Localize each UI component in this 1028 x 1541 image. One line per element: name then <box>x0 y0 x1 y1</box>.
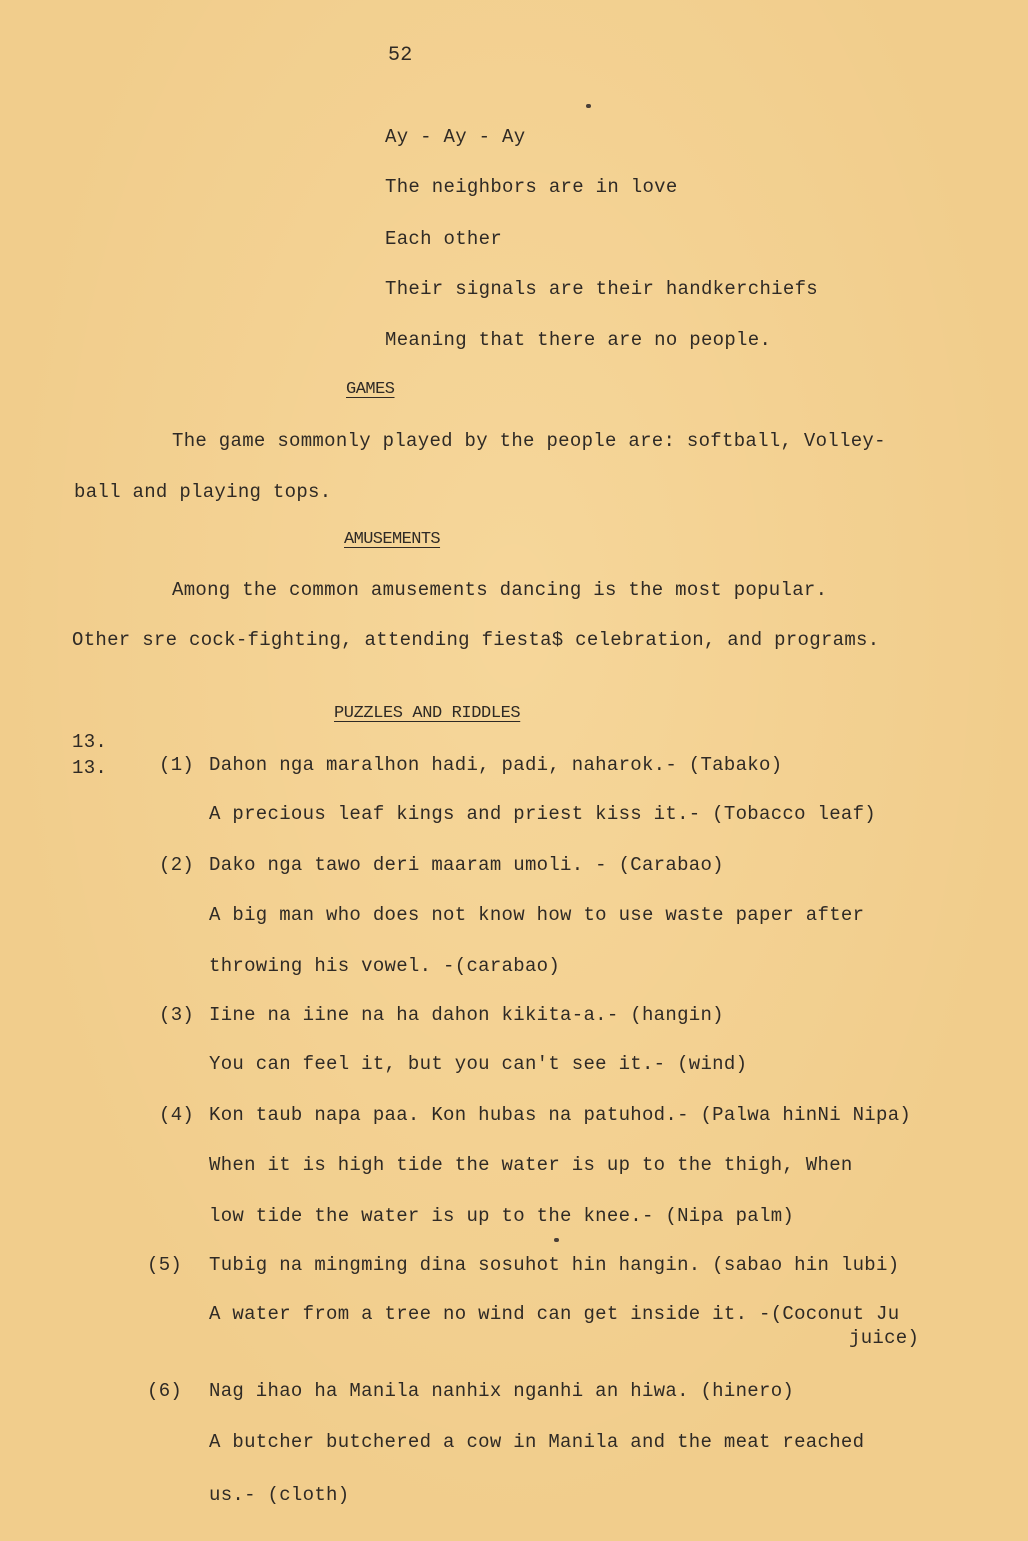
riddle-native-text: Nag ihao ha Manila nanhix nganhi an hiwa. (hinero) <box>209 1380 795 1402</box>
riddle-native-text: Tubig na mingming dina sosuhot hin hangin. (sabao hin lubi) <box>209 1254 900 1276</box>
riddle-number: (4) <box>159 1104 195 1126</box>
riddle-english-text: You can feel it, but you can't see it.- (wind) <box>209 1053 748 1075</box>
section-number: 13. <box>72 757 108 779</box>
poem-line: Each other <box>385 228 503 250</box>
riddle-number: (5) <box>147 1254 183 1276</box>
riddle-english-text: low tide the water is up to the knee.- (Nipa palm) <box>209 1205 795 1227</box>
riddle-english-text: juice) <box>849 1327 920 1349</box>
poem-line: Their signals are their handkerchiefs <box>385 278 818 300</box>
amusements-heading: AMUSEMENTS <box>344 530 441 549</box>
riddle-native-text: Kon taub napa paa. Kon hubas na patuhod.- (Palwa hinNi Nipa) <box>209 1104 912 1126</box>
section-number: 13. <box>72 731 108 753</box>
riddle-native-text: Dako nga tawo deri maaram umoli. - (Carabao) <box>209 854 724 876</box>
riddle-english-text: us.- (cloth) <box>209 1484 350 1506</box>
riddle-english-text: A big man who does not know how to use waste paper after <box>209 904 865 926</box>
page-number: 52 <box>388 44 413 67</box>
amusements-paragraph-line: Among the common amusements dancing is the most popular. <box>172 579 828 601</box>
riddle-english-text: throwing his vowel. -(carabao) <box>209 955 561 977</box>
poem-line: The neighbors are in love <box>385 176 678 198</box>
riddle-number: (1) <box>159 754 195 776</box>
ink-speck <box>554 1238 559 1242</box>
games-paragraph-line: ball and playing tops. <box>74 481 332 503</box>
amusements-paragraph-line: Other sre cock-fighting, attending fiesta$ celebration, and programs. <box>72 629 880 651</box>
riddle-native-text: Iine na iine na ha dahon kikita-a.- (hangin) <box>209 1004 724 1026</box>
puzzles-heading: PUZZLES AND RIDDLES <box>334 704 521 723</box>
poem-line: Ay - Ay - Ay <box>385 126 526 148</box>
riddle-native-text: Dahon nga maralhon hadi, padi, naharok.- (Tabako) <box>209 754 783 776</box>
riddle-number: (2) <box>159 854 195 876</box>
riddle-english-text: A precious leaf kings and priest kiss it.- (Tobacco leaf) <box>209 803 877 825</box>
riddle-english-text: When it is high tide the water is up to the thigh, When <box>209 1154 853 1176</box>
games-heading: GAMES <box>346 380 395 399</box>
ink-speck <box>586 104 591 108</box>
riddle-number: (3) <box>159 1004 195 1026</box>
poem-line: Meaning that there are no people. <box>385 329 772 351</box>
games-paragraph-line: The game sommonly played by the people are: softball, Volley- <box>172 430 886 452</box>
riddle-number: (6) <box>147 1380 183 1402</box>
riddle-english-text: A butcher butchered a cow in Manila and the meat reached <box>209 1431 865 1453</box>
riddle-english-text: A water from a tree no wind can get inside it. -(Coconut Ju <box>209 1303 900 1325</box>
